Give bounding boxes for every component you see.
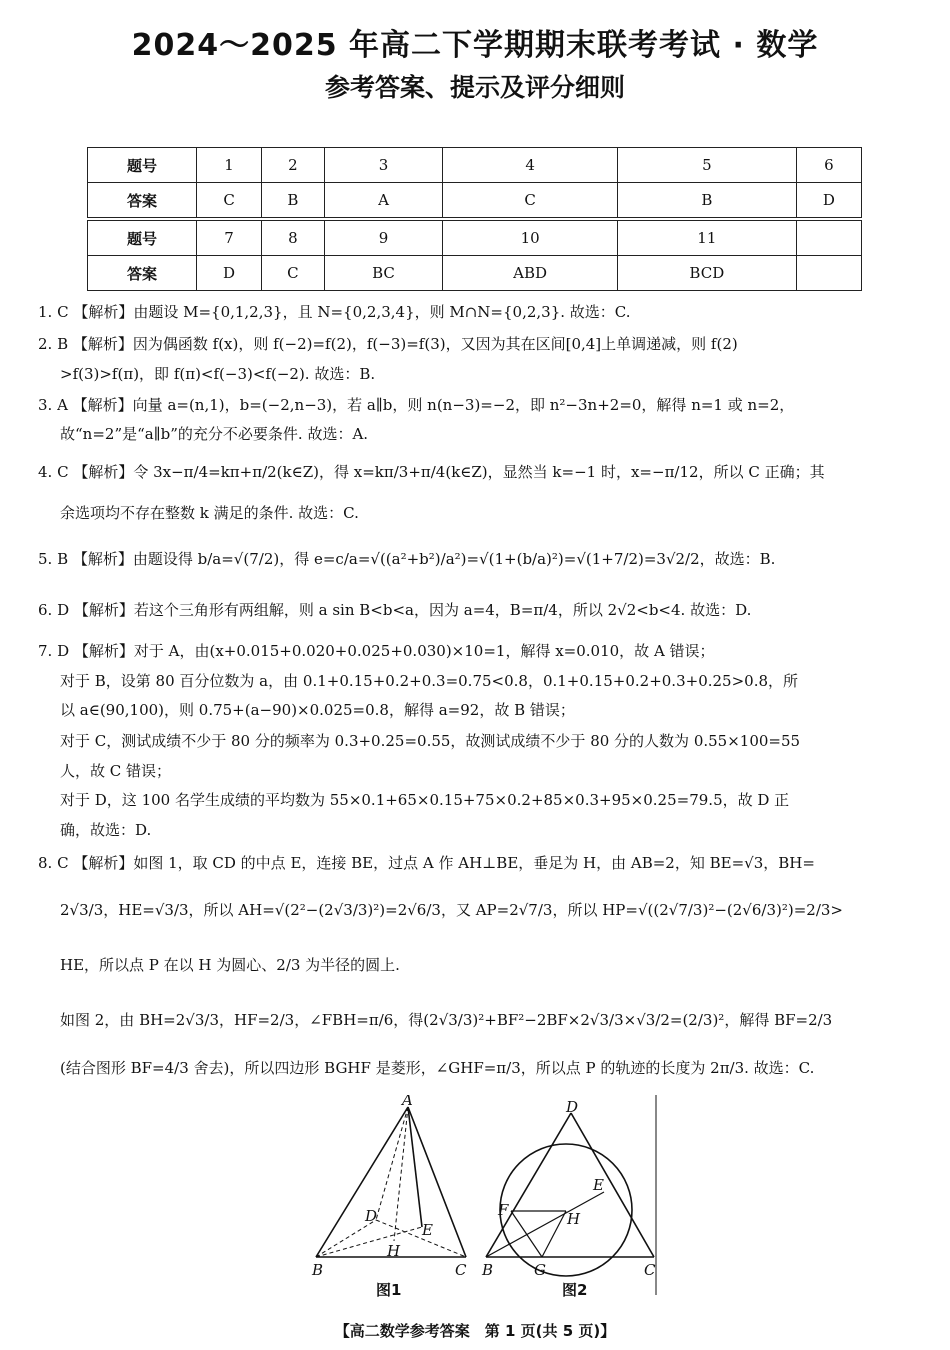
solution-8-line-3: HE，所以点 P 在以 H 为圆心、2/3 为半径的圆上. xyxy=(60,956,400,974)
row-label: 题号 xyxy=(88,219,197,256)
label-d: D xyxy=(566,1098,579,1116)
table-row xyxy=(88,148,862,183)
table-cell: A xyxy=(324,183,443,220)
solution-2-line-1: 2. B 【解析】因为偶函数 f(x)，则 f(−2)=f(2)，f(−3)=f(3)，又因为其在区间[0,4]上单调递减，则 f(2) xyxy=(38,335,738,353)
table-cell: D xyxy=(197,256,262,291)
label-b: B xyxy=(312,1261,324,1279)
solution-5: 5. B 【解析】由题设得 b/a=√(7/2)，得 e=c/a=√((a²+b²)/a²)=√(1+(b/a)²)=√(1+7/2)=3√2/2，故选：B. xyxy=(38,550,776,568)
figure-2-triangle-circle xyxy=(478,1095,658,1300)
table-cell xyxy=(796,256,861,291)
solution-8-line-1: 8. C 【解析】如图 1，取 CD 的中点 E，连接 BE，过点 A 作 AH⊥BE，垂足为 H，由 AB=2，知 BE=√3，BH= xyxy=(38,854,815,872)
table-cell: B xyxy=(617,183,796,220)
label-c: C xyxy=(644,1261,656,1279)
table-cell xyxy=(796,219,861,256)
label-h: H xyxy=(387,1242,401,1260)
label-a: A xyxy=(402,1095,413,1109)
solution-8-line-2: 2√3/3，HE=√3/3，所以 AH=√(2²−(2√3/3)²)=2√6/3，又 AP=2√7/3，所以 HP=√((2√7/3)²−(2√6/3)²)=2/3> xyxy=(60,901,843,919)
table-cell: BC xyxy=(324,256,443,291)
row-label: 答案 xyxy=(88,183,197,220)
table-cell: 8 xyxy=(262,219,324,256)
label-b: B xyxy=(482,1261,494,1279)
solution-7-line-7: 确，故选：D. xyxy=(60,821,152,839)
row-label: 题号 xyxy=(88,148,197,183)
label-f: F xyxy=(498,1201,509,1219)
table-cell: 3 xyxy=(324,148,443,183)
solution-1: 1. C 【解析】由题设 M={0,1,2,3}，且 N={0,2,3,4}，则 M∩N={0,2,3}. 故选：C. xyxy=(38,303,631,321)
table-cell: 6 xyxy=(796,148,861,183)
solution-3-line-1: 3. A 【解析】向量 a=(n,1)，b=(−2,n−3)，若 a∥b，则 n(n−3)=−2，即 n²−3n+2=0，解得 n=1 或 n=2， xyxy=(38,396,795,414)
page-title: 2024～2025 年高二下学期期末联考考试 · 数学 xyxy=(131,28,819,63)
table-row xyxy=(88,183,862,220)
page-footer: 【高二数学参考答案 第 1 页(共 5 页)】 xyxy=(334,1322,616,1340)
page-subtitle: 参考答案、提示及评分细则 xyxy=(324,73,625,102)
table-cell: 9 xyxy=(324,219,443,256)
solution-7-line-6: 对于 D，这 100 名学生成绩的平均数为 55×0.1+65×0.15+75×0.2+85×0.3+95×0.25=79.5，故 D 正 xyxy=(60,791,790,809)
table-cell: 5 xyxy=(617,148,796,183)
table-row xyxy=(88,219,862,256)
label-h: H xyxy=(567,1210,581,1228)
solution-7-line-3: 以 a∈(90,100)，则 0.75+(a−90)×0.025=0.8，解得 a=92，故 B 错误； xyxy=(60,701,575,719)
solution-2-line-2: >f(3)>f(π)，即 f(π)<f(−3)<f(−2). 故选：B. xyxy=(60,365,376,383)
label-e: E xyxy=(422,1221,433,1239)
table-cell: C xyxy=(197,183,262,220)
solution-7-line-1: 7. D 【解析】对于 A，由(x+0.015+0.020+0.025+0.030)×10=1，解得 x=0.010，故 A 错误； xyxy=(38,642,715,660)
figure-1-tetrahedron xyxy=(298,1095,488,1300)
table-cell: 4 xyxy=(443,148,617,183)
label-g: G xyxy=(534,1261,546,1279)
label-c: C xyxy=(455,1261,467,1279)
label-d: D xyxy=(365,1207,378,1225)
table-cell: B xyxy=(262,183,324,220)
table-cell: 7 xyxy=(197,219,262,256)
solution-7-line-5: 人，故 C 错误； xyxy=(60,762,172,780)
table-row xyxy=(88,256,862,291)
table-cell: D xyxy=(796,183,861,220)
solution-7-line-4: 对于 C，测试成绩不少于 80 分的频率为 0.3+0.25=0.55，故测试成绩不少于 80 分的人数为 0.55×100=55 xyxy=(60,732,801,750)
label-e: E xyxy=(593,1176,604,1194)
figure-2-caption: 图2 xyxy=(562,1281,588,1299)
table-cell: BCD xyxy=(617,256,796,291)
solution-8-line-4: 如图 2，由 BH=2√3/3，HF=2/3，∠FBH=π/6，得(2√3/3)²+BF²−2BF×2√3/3×√3/2=(2/3)²，解得 BF=2/3 xyxy=(60,1011,833,1029)
table-cell: 10 xyxy=(443,219,617,256)
table-cell: C xyxy=(443,183,617,220)
figure-1-caption: 图1 xyxy=(376,1281,402,1299)
table-cell: ABD xyxy=(443,256,617,291)
table-cell: 1 xyxy=(197,148,262,183)
solution-3-line-2: 故“n=2”是“a∥b”的充分不必要条件. 故选：A. xyxy=(60,425,369,443)
solution-6: 6. D 【解析】若这个三角形有两组解，则 a sin B<b<a，因为 a=4，B=π/4，所以 2√2<b<4. 故选：D. xyxy=(38,601,752,619)
solution-4-line-1: 4. C 【解析】令 3x−π/4=kπ+π/2(k∈Z)，得 x=kπ/3+π/4(k∈Z)，显然当 k=−1 时，x=−π/12，所以 C 正确；其 xyxy=(38,463,825,481)
answer-table xyxy=(87,147,862,291)
solution-4-line-2: 余选项均不存在整数 k 满足的条件. 故选：C. xyxy=(60,504,359,522)
row-label: 答案 xyxy=(88,256,197,291)
solution-7-line-2: 对于 B，设第 80 百分位数为 a，由 0.1+0.15+0.2+0.3=0.75<0.8，0.1+0.15+0.2+0.3+0.25>0.8，所 xyxy=(60,672,799,690)
table-cell: 11 xyxy=(617,219,796,256)
table-cell: C xyxy=(262,256,324,291)
solution-8-line-5: (结合图形 BF=4/3 舍去)，所以四边形 BGHF 是菱形，∠GHF=π/3，所以点 P 的轨迹的长度为 2π/3. 故选：C. xyxy=(60,1059,815,1077)
table-cell: 2 xyxy=(262,148,324,183)
